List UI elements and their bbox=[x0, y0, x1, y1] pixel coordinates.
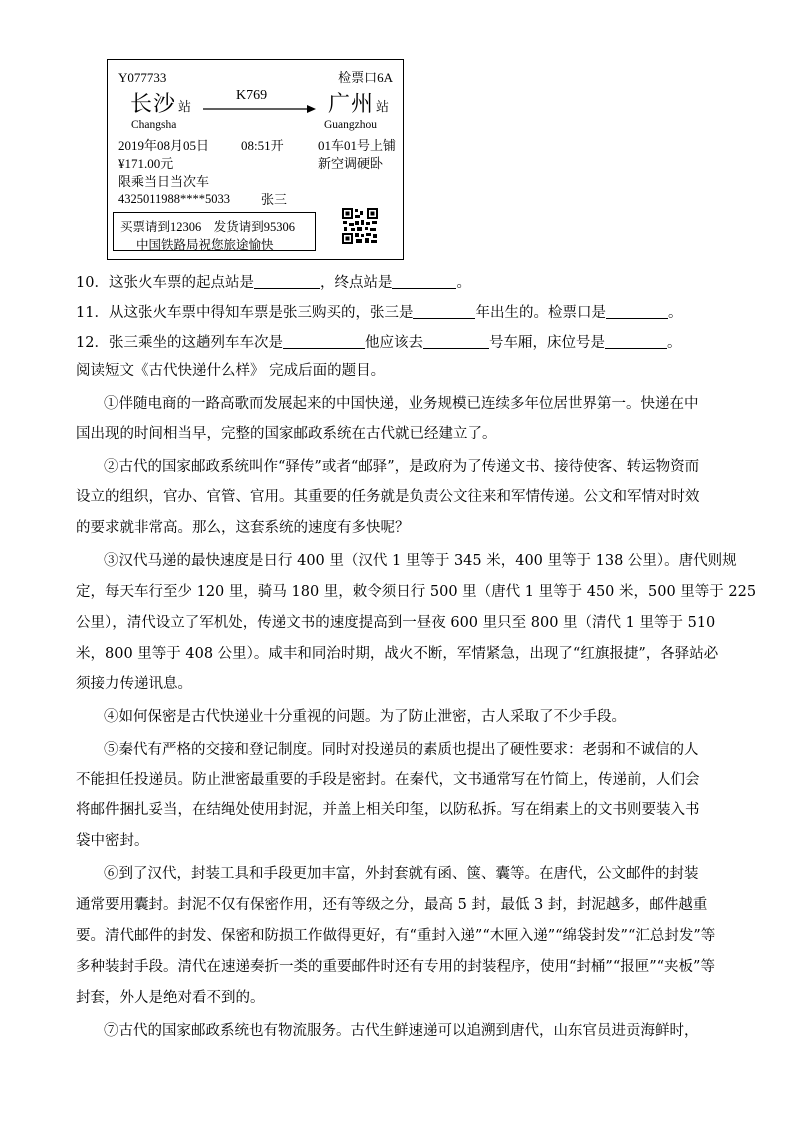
ticket-from-station: 长沙 站 bbox=[130, 91, 193, 116]
paragraph-3-line: 米，800 里等于 408 公里）。咸丰和同治时期，战火不断，军情紧急，出现了“红旗报捷”，各驿站必 bbox=[76, 646, 719, 662]
train-ticket bbox=[107, 59, 404, 260]
paragraph-2-line: 设立的组织，官办、官管、官用。其重要的任务就是负责公文往来和军情传递。公文和军情对时效 bbox=[76, 489, 700, 505]
paragraph-1-line: 国出现的时间相当早，完整的国家邮政系统在古代就已经建立了。 bbox=[76, 426, 497, 442]
paragraph-3-line: 公里），清代设立了军机处，传递文书的速度提高到一昼夜 600 里只至 800 里（清代 1 里等于 510 bbox=[76, 615, 716, 631]
ticket-seat: 01车01号上铺 bbox=[318, 138, 397, 153]
ticket-to-pinyin: Guangzhou bbox=[324, 119, 378, 131]
answer-blank[interactable] bbox=[392, 274, 456, 289]
paragraph-5-line: 袋中密封。 bbox=[76, 833, 149, 849]
answer-blank[interactable] bbox=[283, 334, 365, 349]
ticket-car-class: 新空调硬卧 bbox=[318, 156, 384, 171]
paragraph-6-line: 要。清代邮件的封发、保密和防损工作做得更好，有“重封入递”“木匣入递”“绵袋封发”“汇总封发”等 bbox=[76, 928, 716, 944]
question-10: 10．这张火车票的起点站是 ，终点站是 。 bbox=[76, 275, 471, 291]
paragraph-6-line: ⑥到了汉代，封装工具和手段更加丰富，外封套就有函、箧、囊等。在唐代，公文邮件的封装 bbox=[104, 866, 699, 882]
question-12: 12．张三乘坐的这趟列车车次是 他应该去 号车厢，床位号是 。 bbox=[76, 335, 682, 351]
ticket-notice-box bbox=[113, 212, 316, 251]
ticket-time: 08:51开 bbox=[241, 138, 284, 153]
ticket-limit: 限乘当日当次车 bbox=[118, 174, 210, 189]
paragraph-5-line: 不能担任投递员。防止泄密最重要的手段是密封。在秦代，文书通常写在竹简上，传递前，人们会 bbox=[76, 772, 700, 788]
ticket-train-number: K769 bbox=[236, 88, 268, 103]
paragraph-3-line: 定，每天车行至少 120 里，骑马 180 里，敕令须日行 500 里（唐代 1 里等于 450 米，500 里等于 225 bbox=[76, 584, 757, 600]
paragraph-1-line: ①伴随电商的一路高歌而发展起来的中国快递，业务规模已连续多年位居世界第一。快递在中 bbox=[104, 396, 699, 412]
ticket-notice-line2: 中国铁路局祝您旅途愉快 bbox=[136, 238, 274, 252]
paragraph-6-line: 通常要用囊封。封泥不仅有保密作用，还有等级之分，最高 5 封，最低 3 封，封泥越多，邮件越重 bbox=[76, 897, 708, 913]
paragraph-5-line: 将邮件捆扎妥当，在结绳处使用封泥，并盖上相关印玺，以防私拆。写在绢素上的文书则要装入书 bbox=[76, 802, 700, 818]
answer-blank[interactable] bbox=[254, 274, 320, 289]
ticket-serial: Y077733 bbox=[118, 70, 167, 85]
ticket-notice-line1: 买票请到12306 发货请到95306 bbox=[120, 220, 296, 234]
answer-blank[interactable] bbox=[605, 334, 667, 349]
answer-blank[interactable] bbox=[423, 334, 489, 349]
answer-blank[interactable] bbox=[413, 304, 475, 319]
paragraph-6-line: 封套，外人是绝对看不到的。 bbox=[76, 990, 265, 1006]
ticket-from-pinyin: Changsha bbox=[131, 119, 177, 131]
paragraph-7-line: ⑦古代的国家邮政系统也有物流服务。古代生鲜速递可以追溯到唐代，山东官员进贡海鲜时， bbox=[104, 1023, 699, 1039]
paragraph-2-line: ②古代的国家邮政系统叫作“驿传”或者“邮驿”，是政府为了传递文书、接待使客、转运物资而 bbox=[104, 459, 700, 475]
paragraph-2-line: 的要求就非常高。那么，这套系统的速度有多快呢？ bbox=[76, 520, 410, 536]
paragraph-3-line: ③汉代马递的最快速度是日行 400 里（汉代 1 里等于 345 米，400 里等于 138 公里）。唐代则规 bbox=[104, 553, 737, 569]
paragraph-3-line: 须接力传递讯息。 bbox=[76, 676, 192, 692]
paragraph-4-line: ④如何保密是古代快递业十分重视的问题。为了防止泄密，古人采取了不少手段。 bbox=[104, 709, 626, 725]
ticket-id-number: 4325011988****5033 bbox=[118, 192, 231, 206]
ticket-passenger-name: 张三 bbox=[261, 192, 288, 207]
answer-blank[interactable] bbox=[606, 304, 668, 319]
arrow-right-icon bbox=[203, 104, 316, 114]
ticket-date: 2019年08月05日 bbox=[118, 138, 210, 153]
paragraph-5-line: ⑤秦代有严格的交接和登记制度。同时对投递员的素质也提出了硬性要求：老弱和不诚信的人 bbox=[104, 742, 699, 758]
ticket-price: ¥171.00元 bbox=[118, 156, 174, 171]
reading-intro: 阅读短文《古代快递什么样》 完成后面的题目。 bbox=[76, 363, 386, 379]
question-11: 11．从这张火车票中得知车票是张三购买的，张三是 年出生的。检票口是 。 bbox=[76, 305, 683, 321]
paragraph-6-line: 多种装封手段。清代在速递奏折一类的重要邮件时还有专用的封装程序，使用“封桶”“报匣”“夹板”等 bbox=[76, 959, 715, 975]
ticket-to-station: 广州 站 bbox=[328, 91, 391, 116]
qr-code-icon bbox=[342, 208, 378, 244]
ticket-gate: 检票口6A bbox=[338, 70, 393, 85]
